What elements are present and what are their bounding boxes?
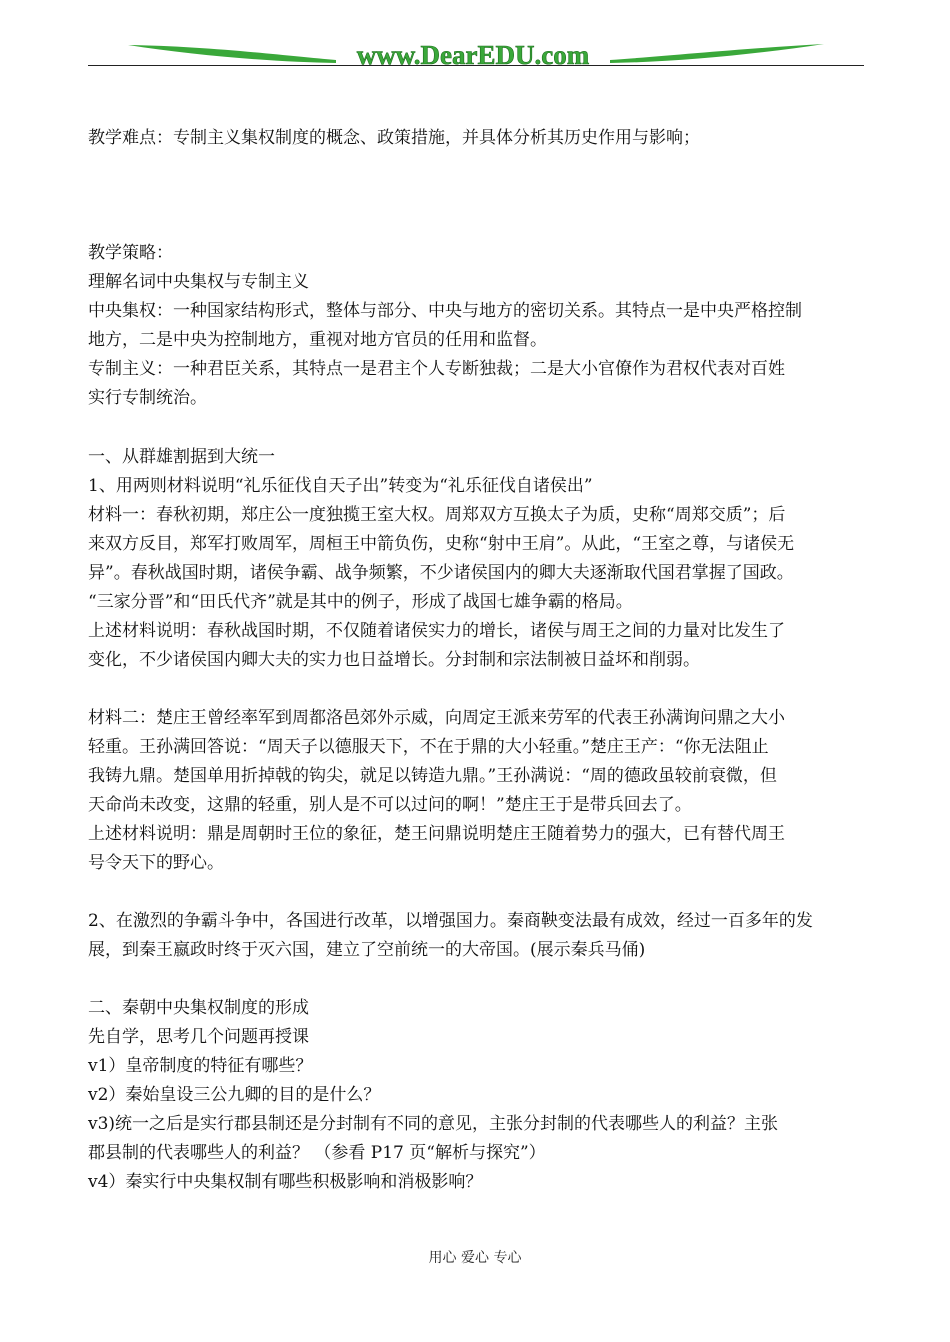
text-line: 中央集权：一种国家结构形式，整体与部分、中央与地方的密切关系。其特点一是中央严格控制: [88, 301, 802, 321]
text-line: 地方，二是中央为控制地方，重视对地方官员的任用和监督。: [88, 330, 547, 350]
site-name: www.DearEDU.com: [356, 40, 590, 70]
text-line: 先自学，思考几个问题再授课: [88, 1027, 309, 1047]
text-line: 上述材料说明：鼎是周朝时王位的象征，楚王问鼎说明楚庄王随着势力的强大，已有替代周王: [88, 824, 785, 844]
text-line: 专制主义：一种君臣关系，其特点一是君主个人专断独裁；二是大小官僚作为君权代表对百姓: [88, 359, 785, 379]
text-line: 教学难点：专制主义集权制度的概念、政策措施，并具体分析其历史作用与影响；: [88, 128, 700, 148]
text-line: 号令天下的野心。: [88, 853, 224, 873]
text-line: 材料二：楚庄王曾经率军到周都洛邑郊外示威，向周定王派来劳军的代表王孙满询问鼎之大小: [88, 708, 785, 728]
text-line: 展，到秦王嬴政时终于灭六国，建立了空前统一的大帝国。(展示秦兵马俑): [88, 940, 646, 960]
text-line: 实行专制统治。: [88, 388, 207, 408]
text-line: “三家分晋”和“田氏代齐”就是其中的例子，形成了战国七雄争霸的格局。: [88, 592, 633, 612]
text-line: v2）秦始皇设三公九卿的目的是什么？: [88, 1085, 381, 1105]
text-line: 2、在激烈的争霸斗争中，各国进行改革，以增强国力。秦商鞅变法最有成效，经过一百多年的发: [88, 911, 813, 931]
text-line: 变化，不少诸侯国内卿大夫的实力也日益增长。分封制和宗法制被日益坏和削弱。: [88, 650, 700, 670]
page-footer: 用心 爱心 专心: [428, 1250, 522, 1266]
text-line: 轻重。王孙满回答说：“周天子以德服天下，不在于鼎的大小轻重。”楚庄王产：“你无法阻止: [88, 737, 769, 757]
text-line: 我铸九鼎。楚国单用折掉戟的钩尖，就足以铸造九鼎。”王孙满说：“周的德政虽较前衰微，但: [88, 766, 777, 786]
header-divider: [88, 65, 864, 66]
text-line: 异”。春秋战国时期，诸侯争霸、战争频繁，不少诸侯国内的卿大夫逐渐取代国君掌握了国政。: [88, 563, 794, 583]
text-line: 郡县制的代表哪些人的利益？ （参看 P17 页“解析与探究”）: [88, 1143, 546, 1163]
text-line: v4）秦实行中央集权制有哪些积极影响和消极影响？: [88, 1172, 483, 1192]
text-line: 来双方反目，郑军打败周军，周桓王中箭负伤，史称“射中王肩”。从此，“王室之尊，与诸侯无: [88, 534, 795, 554]
text-line: 天命尚未改变，这鼎的轻重，别人是不可以过问的啊！”楚庄王于是带兵回去了。: [88, 795, 692, 815]
text-line: 教学策略：: [88, 243, 173, 263]
text-line: v1）皇帝制度的特征有哪些？: [88, 1056, 313, 1076]
text-line: 理解名词中央集权与专制主义: [88, 272, 309, 292]
text-line: v3)统一之后是实行郡县制还是分封制有不同的意见，主张分封制的代表哪些人的利益？主张: [88, 1114, 779, 1134]
text-line: 上述材料说明：春秋战国时期，不仅随着诸侯实力的增长，诸侯与周王之间的力量对比发生了: [88, 621, 785, 641]
text-line: 1、用两则材料说明“礼乐征伐自天子出”转变为“礼乐征伐自诸侯出”: [88, 476, 593, 496]
text-line: 材料一：春秋初期，郑庄公一度独揽王室大权。周郑双方互换太子为质，史称“周郑交质”；后: [88, 505, 786, 525]
text-line: 一、从群雄割据到大统一: [88, 447, 275, 467]
text-line: 二、秦朝中央集权制度的形成: [88, 998, 309, 1018]
